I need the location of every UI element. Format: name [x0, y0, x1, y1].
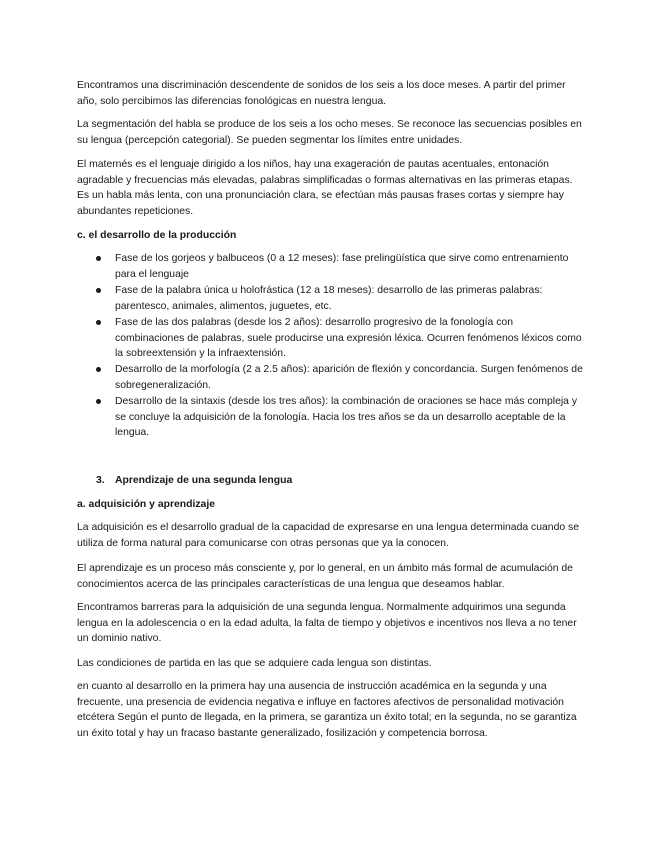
- paragraph-condiciones: Las condiciones de partida en las que se adquiere cada lengua son distintas.: [77, 658, 432, 669]
- list-item: Desarrollo de la morfología (2 a 2.5 años): aparición de flexión y concordancia. Surgen fenómenos de sobregeneralización.: [115, 364, 583, 391]
- bullet-4: [96, 367, 101, 372]
- paragraph-segmentation: La segmentación del habla se produce de los seis a los ocho meses. Se reconoce las secuencias posibles en su lengua (percepción categorial). Se pueden segmentar los límites entre unidades.: [77, 119, 582, 146]
- paragraph-adquisicion: La adquisición es el desarrollo gradual de la capacidad de expresarse en una lengua determinada cuando se utiliza de forma natural para comunicarse con otras personas que ya la conocen.: [77, 522, 579, 549]
- paragraph-barreras: Encontramos barreras para la adquisición de una segunda lengua. Normalmente adquirimos una segunda lengua en la adolescencia o en la edad adulta, la falta de tiempo y objetivos e incentivos nos lleva a no tener un dominio nativo.: [77, 602, 577, 644]
- list-item: Fase de las dos palabras (desde los 2 años): desarrollo progresivo de la fonología con combinaciones de palabras, suele producirse una expresión léxica. Ocurren fenómenos léxicos como la sobreextensión y la infraextensión.: [115, 317, 582, 359]
- bullet-1: [96, 256, 101, 261]
- list-item: Fase de los gorjeos y balbuceos (0 a 12 meses): fase prelingüística que sirve como entrenamiento para el lenguaje: [115, 253, 569, 280]
- list-item: Fase de la palabra única u holofrástica (12 a 18 meses): desarrollo de las primeras palabras: parentesco, animales, alimentos, juguetes, etc.: [115, 285, 543, 312]
- list-item: Desarrollo de la sintaxis (desde los tres años): la combinación de oraciones se hace más compleja y se concluye la adquisición de la fonología. Hacia los tres años se da un desarrollo aceptable de la lengua.: [115, 396, 578, 438]
- bullet-2: [96, 288, 101, 293]
- section-3-number: 3.: [96, 475, 105, 486]
- paragraph-desarrollo: en cuanto al desarrollo en la primera hay una ausencia de instrucción académica en la segunda y una frecuente, una presencia de evidencia negativa e influye en factores afectivos de personalidad motivación etcétera Según el punto de llegada, en la primera, se garantiza un éxito total; en la segunda, no se garantiza un éxito total y hay un fracaso bastante generalizado, fosilización y competencia borrosa.: [77, 681, 577, 739]
- section-3a-heading: a. adquisición y aprendizaje: [77, 499, 216, 510]
- paragraph-aprendizaje: El aprendizaje es un proceso más consciente y, por lo general, en un ámbito más formal de acumulación de conocimientos acerca de las principales características de una lengua que deseamos hablar.: [77, 563, 573, 590]
- section-3-title: Aprendizaje de una segunda lengua: [115, 475, 293, 486]
- bullet-3: [96, 320, 101, 325]
- section-c-heading: c. el desarrollo de la producción: [77, 230, 237, 241]
- bullet-5: [96, 399, 101, 404]
- paragraph-maternes: El maternés es el lenguaje dirigido a los niños, hay una exageración de pautas acentuales, entonación agradable y frecuencias más elevadas, palabras simplificadas o formas alternativas en las primeras etapas. Es un habla más lenta, con una pronunciación clara, se efectúan más pausas frases cortas y siempre hay abundantes repeticiones.: [77, 159, 573, 217]
- paragraph-discrimination: Encontramos una discriminación descendente de sonidos de los seis a los doce meses. A partir del primer año, solo percibimos las diferencias fonológicas en nuestra lengua.: [77, 80, 566, 107]
